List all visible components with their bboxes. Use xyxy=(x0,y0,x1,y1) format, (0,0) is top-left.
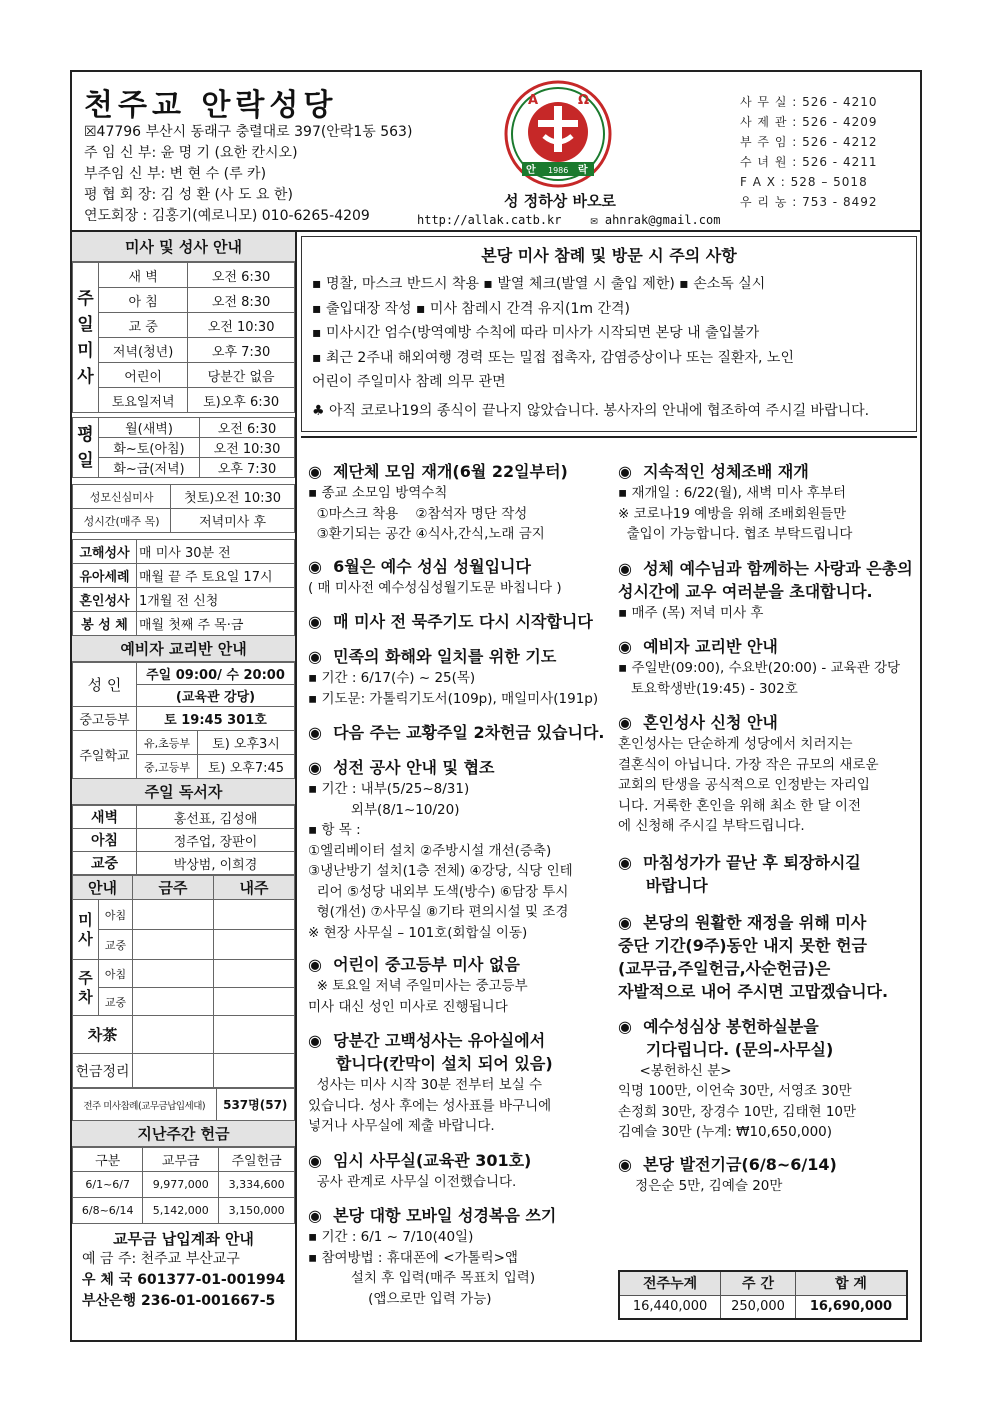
announcement-title: ◉ 어린이 중고등부 미사 없음 xyxy=(308,955,520,974)
announcement-line: 미사 대신 성인 미사로 진행됩니다 xyxy=(308,998,508,1015)
notice-title: 본당 미사 참례 및 방문 시 주의 사항 xyxy=(481,246,737,265)
adult-time: 주일 09:00/ 수 20:00 xyxy=(137,663,295,685)
guide-cell xyxy=(214,930,295,960)
address: ☒47796 부산시 동래구 충렬대로 397(안락1동 563) xyxy=(84,124,413,140)
announcement-line: 에 신청해 주시길 부탁드립니다. xyxy=(618,818,805,834)
account-title: 교무금 납입계좌 안내 xyxy=(113,1230,254,1248)
announcement-title: 성시간에 교우 여러분을 초대합니다. xyxy=(618,581,873,601)
announcement-line: ▪ 항 목 : xyxy=(308,822,361,838)
announcement-line: <봉헌하신 분> xyxy=(618,1062,732,1079)
phone-assistant: 부 주 임 : 526 - 4212 xyxy=(740,135,878,149)
weekday-mass-table xyxy=(72,417,295,478)
special-time: 저녁미사 후 xyxy=(171,509,295,533)
special-name: 성시간(매주 목) xyxy=(73,509,171,533)
announcement-title: ◉ 본당 대항 모바일 성경복음 쓰기 xyxy=(308,1206,557,1225)
mass-name: 화~금(저녁) xyxy=(99,458,200,478)
contact-line xyxy=(417,213,720,227)
phone-list xyxy=(740,92,877,212)
attendance-label: 전주 미사참례(교무금납입세대) xyxy=(73,1089,217,1121)
announcement-body xyxy=(618,483,914,545)
sunday-school-label: 주일학교 xyxy=(73,731,137,779)
announcement-block xyxy=(308,645,604,709)
announcement-title: ◉ 다음 주는 교황주일 2차헌금 있습니다. xyxy=(308,723,605,742)
guide-cell xyxy=(133,930,214,960)
catechism-table xyxy=(72,662,295,779)
announcement-title: ◉ 본당의 원활한 재정을 위해 미사 xyxy=(618,912,867,932)
announcement-title: ◉ 성전 공사 안내 및 협조 xyxy=(308,758,495,777)
guide-mass-label: 미 사 xyxy=(73,900,99,960)
fund-weekly: 250,000 xyxy=(721,1295,796,1319)
announcement-line: 정은순 5만, 김예슬 20만 xyxy=(618,1177,783,1194)
guide-next-week: 내주 xyxy=(214,876,295,900)
announcement-block xyxy=(618,711,914,837)
tea-label: 차茶 xyxy=(73,1016,133,1054)
announcement-line: ※ 현장 사무실 – 101호(회합실 이동) xyxy=(308,924,528,941)
adult-place: (교육관 강당) xyxy=(137,685,295,707)
mass-time: 오전 10:30 xyxy=(200,438,295,458)
account-post: 우 체 국 601377-01-001994 xyxy=(82,1272,286,1288)
special-mass-table xyxy=(72,484,295,533)
sunday-side-label: 주 일 미 사 xyxy=(73,263,99,413)
notice-line: ▪ 명찰, 마스크 반드시 착용 ▪ 발열 체크(발열 시 출입 제한) ▪ 손소독 실시 xyxy=(312,276,766,292)
announcement-body xyxy=(618,734,914,837)
announcement-line: ※ 토요일 저녁 주일미사는 중고등부 xyxy=(308,978,528,994)
announcement-line: 혼인성사는 단순하게 성당에서 치러지는 xyxy=(618,736,853,752)
sacrament-info: 매 미사 30분 전 xyxy=(137,540,295,564)
announcement-line: 토요학생반(19:45) - 302호 xyxy=(618,680,798,697)
guide-cell xyxy=(214,900,295,930)
announcement-block xyxy=(618,851,914,897)
offering-period: 6/1~6/7 xyxy=(73,1172,143,1198)
attendance-value: 537명(57) xyxy=(216,1089,295,1121)
adult-label: 성 인 xyxy=(73,663,137,707)
announcement-line: 출입이 가능합니다. 협조 부탁드립니다 xyxy=(618,526,853,542)
reader-names: 박상범, 이희경 xyxy=(137,852,295,875)
guide-slot: 교중 xyxy=(99,930,133,960)
mass-name: 교 중 xyxy=(99,313,188,338)
announcement-block xyxy=(618,911,914,1003)
announcement-line: 니다. 거룩한 혼인을 위해 최소 한 달 이전 xyxy=(618,797,861,814)
announcement-line: ▪ 매주 (목) 저녁 미사 후 xyxy=(618,604,764,621)
announcement-line: 익명 100만, 이언숙 30만, 서영조 30만 xyxy=(618,1083,852,1099)
mass-name: 새 벽 xyxy=(99,263,188,288)
mass-time: 당분간 없음 xyxy=(188,363,295,388)
announcement-body xyxy=(308,976,604,1017)
fund-head: 주 간 xyxy=(721,1271,796,1295)
bulletin-page xyxy=(70,70,922,1342)
catechism-title: 예비자 교리반 안내 xyxy=(72,636,295,662)
notice-line: ▪ 미사시간 엄수(방역예방 수칙에 따라 미사가 시작되면 본당 내 출입불가 xyxy=(312,325,760,341)
announcement-body xyxy=(618,658,914,699)
parish-info xyxy=(84,122,412,227)
announcement-body xyxy=(618,1176,914,1197)
guide-cell xyxy=(133,900,214,930)
announcement-title: ◉ 6월은 예수 성심 성월입니다 xyxy=(308,556,531,576)
mass-time: 오후 7:30 xyxy=(188,338,295,363)
announcement-title: 바랍니다 xyxy=(618,875,708,895)
announcement-line: ▪ 기간 : 6/17(수) ~ 25(목) xyxy=(308,670,476,686)
phone-office: 사 무 실 : 526 - 4210 xyxy=(740,95,878,109)
guide-cell xyxy=(133,1016,214,1054)
phone-farm: 우 리 농 : 753 - 8492 xyxy=(740,195,878,209)
announcement-body xyxy=(308,483,604,545)
mass-time: 오후 7:30 xyxy=(200,458,295,478)
announcement-block xyxy=(618,1015,914,1143)
announcement-line: 있습니다. 성사 후에는 성사표를 바구니에 xyxy=(308,1097,552,1114)
announcement-line: ※ 코로나19 예방을 위해 조배회원들만 xyxy=(618,505,847,522)
announcement-line: 설치 후 입력(매주 목표치 입력) xyxy=(308,1270,536,1286)
logo-alpha: A xyxy=(528,93,539,108)
elem-time: 토) 오후3시 xyxy=(198,731,295,755)
offering-dues: 5,142,000 xyxy=(143,1198,219,1224)
announcement-line: ▪ 기간 : 내부(5/25~8/31) xyxy=(308,781,470,797)
assistant-pastor: 부주임 신 부: 변 현 수 (루 카) xyxy=(84,166,267,182)
announcement-line: 결혼식이 아닙니다. 가장 작은 규모의 새로운 xyxy=(618,756,879,773)
announcement-line: 공사 관계로 사무실 이전했습니다. xyxy=(308,1173,517,1190)
pastor: 주 임 신 부: 윤 명 기 (요한 칸시오) xyxy=(84,145,298,161)
announcement-line: ③환기되는 공간 ④식사,간식,노래 금지 xyxy=(308,526,545,542)
yeondo-president: 연도회장 : 김홍기(예로니모) 010-6265-4209 xyxy=(84,208,370,224)
guide-cell xyxy=(133,988,214,1016)
covid-notice xyxy=(301,236,917,432)
sacrament-info: 1개월 전 신청 xyxy=(137,588,295,612)
guide-cell xyxy=(133,1054,214,1088)
offering-period: 6/8~6/14 xyxy=(73,1198,143,1224)
announcement-block xyxy=(308,1029,604,1137)
mass-name: 월(새벽) xyxy=(99,418,200,438)
offering-table xyxy=(72,1147,295,1224)
announcement-title: 자발적으로 내어 주시면 고맙겠습니다. xyxy=(618,981,889,1001)
logo-banner-right: 락 xyxy=(578,165,588,176)
offering-sunday: 3,150,000 xyxy=(219,1198,295,1224)
elem-label: 유,초등부 xyxy=(137,731,198,755)
offering-head: 주일헌금 xyxy=(219,1148,295,1172)
announcement-line: 교회의 탄생을 공식적으로 인정받는 자리입 xyxy=(618,777,870,793)
announcement-title: ◉ 제단체 모임 재개(6월 22일부터) xyxy=(308,462,568,481)
announcement-title: 합니다(칸막이 설치 되어 있음) xyxy=(308,1054,553,1073)
announcement-block xyxy=(308,756,604,943)
announcement-line: ①엘리베이터 설치 ②주방시설 개선(증축) xyxy=(308,842,552,859)
notice-line: ▪ 최근 2주내 해외여행 경력 또는 밀접 접촉자, 감염증상이나 또는 질환자, 노인 xyxy=(312,349,794,366)
offering-title: 지난주간 헌금 xyxy=(72,1121,295,1147)
announcement-line: ▪ 기간 : 6/1 ~ 7/10(40일) xyxy=(308,1229,474,1245)
reader-mass: 아침 xyxy=(73,829,137,852)
account-holder: 예 금 주: 천주교 부산교구 xyxy=(82,1251,240,1267)
notice-divider xyxy=(301,436,917,438)
sacrament-info: 매월 첫째 주 목·금 xyxy=(137,612,295,636)
money-label: 헌금정리 xyxy=(73,1054,133,1088)
readers-title: 주일 독서자 xyxy=(72,779,295,805)
sacrament-info: 매월 끝 주 토요일 17시 xyxy=(137,564,295,588)
announcement-title: ◉ 민족의 화해와 일치를 위한 기도 xyxy=(308,647,557,666)
readers-table xyxy=(72,805,295,875)
announcement-block xyxy=(308,721,604,744)
announcement-title: ◉ 임시 사무실(교육관 301호) xyxy=(308,1150,532,1170)
fund-total: 16,690,000 xyxy=(795,1295,907,1319)
logo-omega: Ω xyxy=(578,93,590,108)
announcement-block xyxy=(308,460,604,545)
announcement-title: ◉ 마침성가가 끝난 후 퇴장하시길 xyxy=(618,852,861,872)
announcement-body xyxy=(618,603,914,624)
announcement-title: ◉ 성체 예수님과 함께하는 사랑과 은총의 xyxy=(618,558,913,578)
phone-convent: 수 녀 원 : 526 - 4211 xyxy=(740,155,878,169)
guide-cell xyxy=(133,960,214,988)
announcement-line: ▪ 기도문: 가톨릭기도서(109p), 매일미사(191p) xyxy=(308,690,599,707)
midhigh-label: 중고등부 xyxy=(73,707,137,731)
notice-line: ▪ 출입대장 작성 ▪ 미사 참레시 간격 유지(1m 간격) xyxy=(312,300,630,317)
announcement-line: ( 매 미사전 예수성심성월기도문 바칩니다 ) xyxy=(308,579,562,596)
reader-mass: 새벽 xyxy=(73,806,137,829)
announcement-title: ◉ 예비자 교리반 안내 xyxy=(618,637,778,656)
announcement-block xyxy=(308,1204,604,1309)
reader-mass: 교중 xyxy=(73,852,137,875)
announcement-body xyxy=(308,1172,604,1193)
guide-cell xyxy=(214,1054,295,1088)
teen-label: 중,고등부 xyxy=(137,755,198,779)
mass-name: 아 침 xyxy=(99,288,188,313)
announcement-body xyxy=(618,1061,914,1143)
announcement-line: 손정희 30만, 장경수 10만, 김태현 10만 xyxy=(618,1103,857,1120)
guide-cell xyxy=(214,960,295,988)
mass-name: 화~토(아침) xyxy=(99,438,200,458)
guide-slot: 아침 xyxy=(99,960,133,988)
guide-table xyxy=(72,875,295,1088)
midhigh-time: 토 19:45 301호 xyxy=(137,707,295,731)
notice-footer: ♣ 아직 코로나19의 종식이 끝나지 않았습니다. 봉사자의 안내에 협조하여 주시길 바랍니다. xyxy=(312,402,870,419)
announcement-title: ◉ 예수성심상 봉헌하실분을 xyxy=(618,1016,819,1036)
announcement-line: ①마스크 착용 ②참석자 명단 작성 xyxy=(308,505,528,522)
phone-fax: F A X : 528 – 5018 xyxy=(740,175,868,189)
logo-banner-left: 안 xyxy=(526,165,536,176)
announcement-block xyxy=(308,610,604,633)
announcement-title: 중단 기간(9주)동안 내지 못한 헌금 xyxy=(618,935,867,955)
announcement-block xyxy=(308,1149,604,1193)
offering-head: 교무금 xyxy=(143,1148,219,1172)
announcement-block xyxy=(308,953,604,1017)
announcement-line: ③냉난방기 설치(1층 전체) ④강당, 식당 인테 xyxy=(308,863,573,879)
phone-rectory: 사 제 관 : 526 - 4209 xyxy=(740,115,878,129)
announcements-right xyxy=(618,460,914,1204)
offering-sunday: 3,334,600 xyxy=(219,1172,295,1198)
reader-names: 홍선표, 김성애 xyxy=(137,806,295,829)
mass-time: 오전 6:30 xyxy=(188,263,295,288)
logo-year: 1986 xyxy=(548,166,569,175)
announcement-block xyxy=(618,460,914,545)
parish-logo-icon xyxy=(504,80,612,188)
guide-parking-label: 주 차 xyxy=(73,960,99,1016)
mass-name: 토요일저녁 xyxy=(99,388,188,413)
sacrament-name: 봉 성 체 xyxy=(73,612,137,636)
account-list xyxy=(72,1249,295,1312)
mass-time: 오전 8:30 xyxy=(188,288,295,313)
mass-time: 오전 10:30 xyxy=(188,313,295,338)
announcement-title: ◉ 매 미사 전 묵주기도 다시 시작합니다 xyxy=(308,612,593,631)
website-link[interactable]: http://allak.catb.kr xyxy=(417,213,562,227)
announcement-line: (앱으로만 입력 가능) xyxy=(308,1290,492,1307)
fund-table xyxy=(618,1270,908,1320)
announcement-body xyxy=(308,779,604,943)
announcement-line: 넣거나 사무실에 제출 바랍니다. xyxy=(308,1118,495,1134)
announcement-block xyxy=(618,557,914,624)
offering-dues: 9,977,000 xyxy=(143,1172,219,1198)
special-time: 첫토)오전 10:30 xyxy=(171,485,295,509)
announcement-line: 형(개선) ⑦사무실 ⑧기타 편의시설 및 조경 xyxy=(308,904,569,920)
announcement-line: 외부(8/1~10/20) xyxy=(308,801,460,818)
announcement-body xyxy=(308,1227,604,1309)
weekday-side-label: 평 일 xyxy=(73,418,99,478)
left-sidebar xyxy=(72,232,297,1342)
fund-head: 합 계 xyxy=(795,1271,907,1295)
announcement-line: ▪ 참여방법 : 휴대폰에 <가톨릭>앱 xyxy=(308,1249,518,1266)
sunday-mass-table xyxy=(72,262,295,413)
mass-time: 오전 6:30 xyxy=(200,418,295,438)
sacrament-table xyxy=(72,539,295,636)
council-president: 평 협 회 장: 김 성 환 (사 도 요 한) xyxy=(84,187,293,203)
teen-time: 토) 오후7:45 xyxy=(198,755,295,779)
announcements-left xyxy=(308,460,604,1317)
announcement-title: ◉ 당분간 고백성사는 유아실에서 xyxy=(308,1031,546,1050)
fund-head: 전주누계 xyxy=(619,1271,721,1295)
account-bank: 부산은행 236-01-001667-5 xyxy=(82,1293,276,1309)
mass-time: 토)오후 6:30 xyxy=(188,388,295,413)
announcement-block xyxy=(308,555,604,599)
fund-cumulative: 16,440,000 xyxy=(619,1295,721,1319)
guide-slot: 교중 xyxy=(99,988,133,1016)
announcement-block xyxy=(618,1153,914,1197)
guide-cell xyxy=(214,988,295,1016)
announcement-title: ◉ 혼인성사 신청 안내 xyxy=(618,713,778,732)
mass-name: 어린이 xyxy=(99,363,188,388)
announcement-title: ◉ 지속적인 성체조배 재개 xyxy=(618,462,809,481)
notice-line: 어린이 주일미사 참례 의무 관면 xyxy=(312,374,506,390)
sacrament-name: 혼인성사 xyxy=(73,588,137,612)
guide-this-week: 금주 xyxy=(133,876,214,900)
announcement-block xyxy=(618,635,914,699)
mass-name: 저녁(청년) xyxy=(99,338,188,363)
announcement-title: ◉ 본당 발전기금(6/8~6/14) xyxy=(618,1154,837,1174)
reader-names: 정주업, 장판이 xyxy=(137,829,295,852)
mass-section-title: 미사 및 성사 안내 xyxy=(72,232,295,262)
sacrament-name: 유아세례 xyxy=(73,564,137,588)
attendance-table xyxy=(72,1088,295,1121)
special-name: 성모신심미사 xyxy=(73,485,171,509)
parish-title: 천주교 안락성당 xyxy=(84,88,338,123)
email-link[interactable]: ✉ ahnrak@gmail.com xyxy=(590,213,721,227)
announcement-title: (교무금,주일헌금,사순헌금)은 xyxy=(618,958,831,978)
offering-head: 구분 xyxy=(73,1148,143,1172)
announcement-title: 기다립니다. (문의-사무실) xyxy=(618,1039,834,1059)
announcement-body xyxy=(308,1075,604,1137)
announcement-line: 리어 ⑤성당 내외부 도색(방수) ⑥담장 투시 xyxy=(308,883,569,900)
announcement-line: ▪ 재개일 : 6/22(월), 새벽 미사 후부터 xyxy=(618,485,847,501)
announcement-body xyxy=(308,578,604,599)
guide-cell xyxy=(214,1016,295,1054)
guide-head: 안내 xyxy=(73,876,133,900)
patron-saint: 성 정하상 바오로 xyxy=(504,192,616,210)
guide-slot: 아침 xyxy=(99,900,133,930)
announcement-line: 성사는 미사 시작 30분 전부터 보실 수 xyxy=(308,1077,543,1093)
announcement-line: ▪ 주일반(09:00), 수요반(20:00) - 교육관 강당 xyxy=(618,660,901,676)
announcement-line: ▪ 종교 소모임 방역수칙 xyxy=(308,485,448,501)
sacrament-name: 고해성사 xyxy=(73,540,137,564)
announcement-line: 김예슬 30만 (누계: ₩10,650,000) xyxy=(618,1124,833,1140)
announcement-body xyxy=(308,668,604,709)
